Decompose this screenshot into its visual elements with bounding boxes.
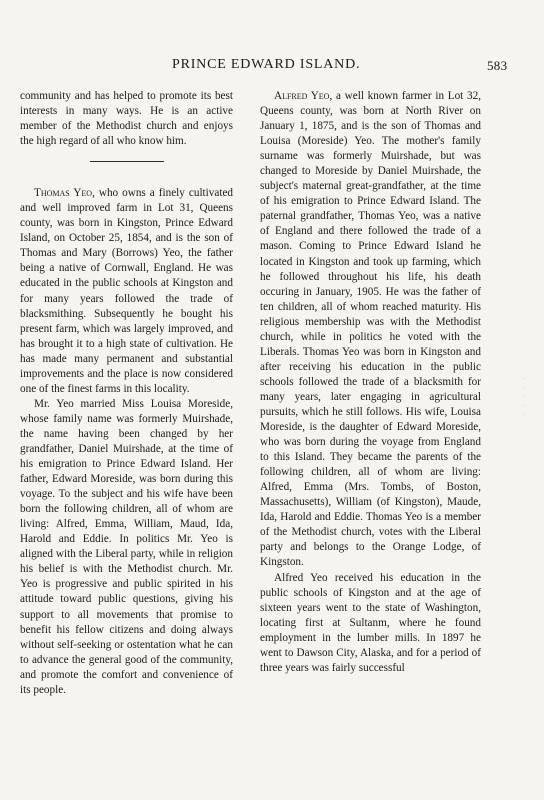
page-number: 583	[487, 58, 508, 73]
continued-paragraph: community and has helped to promote its best interests in many ways. He is an active member of the Methodist church and enjoys the high regard of all who know him.	[20, 90, 233, 148]
alfred-yeo-paragraph-2: Alfred Yeo received his education in the public schools of Kingston and at the age of sixteen years went to the state of Washington, locating first at Sultanm, where he found employment in the lumber mills. In 1897 he went to Dawson City, Alaska, and for a period of three years was fairly successful	[260, 571, 481, 674]
thomas-yeo-paragraph-1	[20, 186, 233, 397]
thomas-yeo-name: Thomas Yeo,	[34, 187, 95, 200]
alfred-yeo-name: Alfred Yeo,	[274, 90, 333, 102]
left-column	[20, 89, 233, 698]
margin-blemish: · · · · ·	[522, 375, 527, 419]
alfred-yeo-text-1: a well known farmer in Lot 32, Queens county, was born at North River on January 1, 1875, and is the son of Thomas and Louisa (Moreside) Yeo. The mother's family surname was formerly Muirshade, but was changed to Moreside by Daniel Muirshade, the subject's maternal great-grandfather, at the time of his emigration to Prince Edward Island. The paternal grandfather, Thomas Yeo, was a native of England and there followed the trade of a mason. Coming to Prince Edward Island he located in Kingston and took up farming, which he followed throughout his life, his death occuring in January, 1905. He was the father of ten children, all of whom reached maturity. His religious membership was with the Methodist church, while in politics he voted with the Liberals. Thomas Yeo was born in Kingston and after receiving his education in the public schools followed the trade of a blacksmith for many years, later engaging in agricultural pursuits, which he still follows. His wife, Louisa Moreside, is the daughter of Edward Moreside, who was born during the voyage from England to this Island. They became the parents of the following children, all of whom are living: Alfred, Emma (Mrs. Tombs, of Boston, Massachusetts), William (of Kingston), Maude, Ida, Harold and Eddie. Thomas Yeo is a member of the Methodist church, votes with the Liberal party and belongs to the Orange Lodge, of Kingston.	[260, 90, 481, 569]
right-column	[260, 89, 481, 676]
thomas-yeo-text-1: who owns a finely cultivated and well improved farm in Lot 31, Queens county, was born in Kingston, Prince Edward Island, on October 25, 1854, and is the son of Thomas and Mary (Borrows) Yeo, the father being a native of Cornwall, England. He was educated in the public schools at Kingston and for many years followed the trade of blacksmithing. Subsequently he bought his present farm, which was largely improved, and has brought it to a high state of cultivation. He has made many permanent and substantial improvements and the place is now considered one of the finest farms in this locality.	[20, 187, 233, 395]
page-header	[0, 57, 544, 77]
thomas-yeo-paragraph-2: Mr. Yeo married Miss Louisa Moreside, whose family name was formerly Muirshade, the name having been changed by her grandfather, Daniel Muirshade, at the time of his emigration to Prince Edward Island. Her father, Edward Moreside, was born during this voyage. To the subject and his wife have been born the following children, all of whom are living: Alfred, Emma, William, Maud, Ida, Harold and Eddie. In politics Mr. Yeo is aligned with the Liberal party, while in religion his belief is with the Methodist church. Mr. Yeo is progressive and public spirited in his attitude toward public questions, giving his support to all movements that promise to benefit his fellow citizens and doing always without self-seeking or ostentation what he can to advance the general good of the community, and promote the comfort and convenience of its people.	[20, 397, 233, 696]
alfred-yeo-paragraph-1	[260, 89, 481, 571]
running-title: PRINCE EDWARD ISLAND.	[172, 57, 361, 72]
